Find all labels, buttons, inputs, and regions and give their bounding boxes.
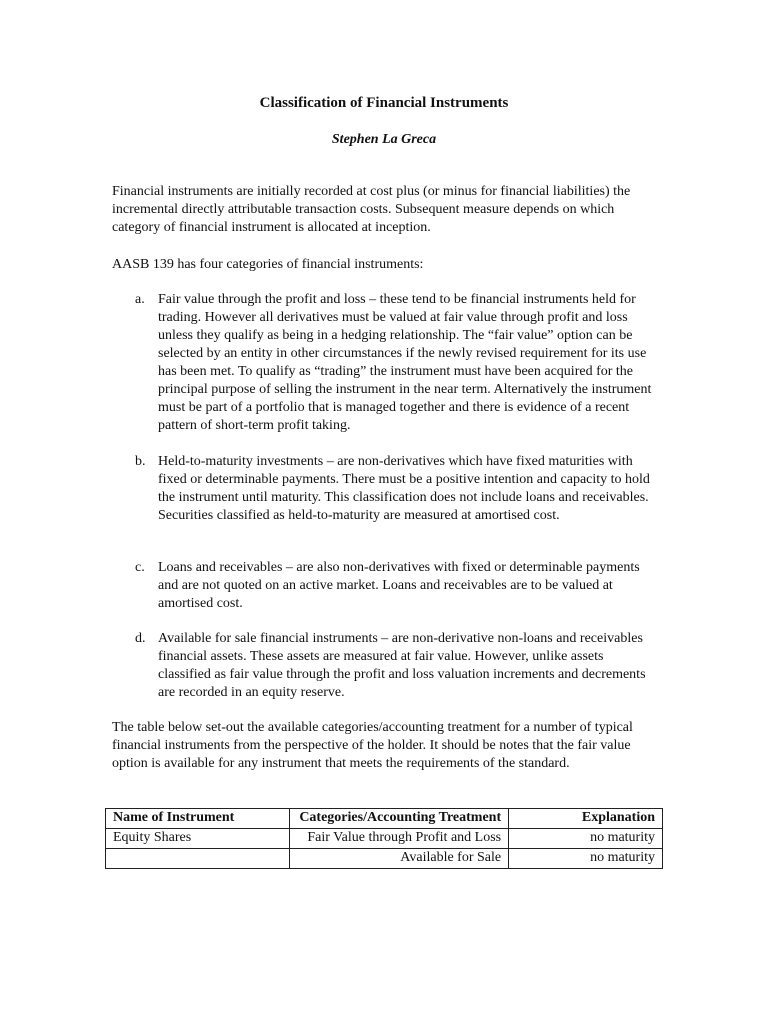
instruments-table	[105, 808, 663, 869]
table-row	[106, 829, 663, 849]
list-item-text: Fair value through the profit and loss – these tend to be financial instruments held for trading. However all derivatives must be valued at fair value through profit and loss unless they qualify as being in a hedging relationship. The “fair value” option can be selected by an entity in other circumstances if the newly revised requirement for its use has been met. To qualify as “trading” the instrument must have been acquired for the principal purpose of selling the instrument in the near term. Alternatively the instrument must be part of a portfolio that is managed together and there is evidence of a recent pattern of short-term profit taking.	[158, 292, 652, 433]
intro-paragraph: Financial instruments are initially recorded at cost plus (or minus for financial liabilities) the incremental directly attributable transaction costs. Subsequent measure depends on which category of financial instrument is allocated at inception.	[112, 184, 631, 235]
table-intro-paragraph: The table below set-out the available categories/accounting treatment for a number of typical financial instruments from the perspective of the holder. It should be notes that the fair value option is available for any instrument that meets the requirements of the standard.	[112, 720, 633, 771]
document-title: Classification of Financial Instruments	[259, 95, 509, 111]
header-explanation: Explanation	[509, 809, 663, 829]
list-item-text: Loans and receivables – are also non-derivatives with fixed or determinable payments and are not quoted on an active market. Loans and receivables are to be valued at amortised cost.	[158, 560, 640, 611]
table-header-row	[106, 809, 663, 829]
categories-intro-paragraph: AASB 139 has four categories of financial instruments:	[112, 257, 424, 272]
list-marker: a.	[135, 292, 145, 307]
table-cell: no maturity	[509, 849, 663, 869]
document-author: Stephen La Greca	[331, 132, 437, 147]
list-item-text: Available for sale financial instruments – are non-derivative non-loans and receivables financial assets. These assets are measured at fair value. However, unlike assets classified as fair value through the profit and loss valuation increments and decrements are recorded in an equity reserve.	[158, 631, 646, 700]
table-row	[106, 849, 663, 869]
table-cell: Available for Sale	[290, 849, 509, 869]
table-cell: no maturity	[509, 829, 663, 849]
table-cell: Fair Value through Profit and Loss	[290, 829, 509, 849]
list-marker: b.	[135, 454, 146, 469]
table-cell: Equity Shares	[106, 829, 290, 849]
list-marker: d.	[135, 631, 146, 646]
list-marker: c.	[135, 560, 145, 575]
table-cell	[106, 849, 290, 869]
list-item-text: Held-to-maturity investments – are non-derivatives which have fixed maturities with fixed or determinable payments. There must be a positive intention and capacity to hold the instrument until maturity. This classification does not include loans and receivables. Securities classified as held-to-maturity are measured at amortised cost.	[158, 454, 650, 523]
header-name-of-instrument: Name of Instrument	[106, 809, 290, 829]
header-categories: Categories/Accounting Treatment	[290, 809, 509, 829]
